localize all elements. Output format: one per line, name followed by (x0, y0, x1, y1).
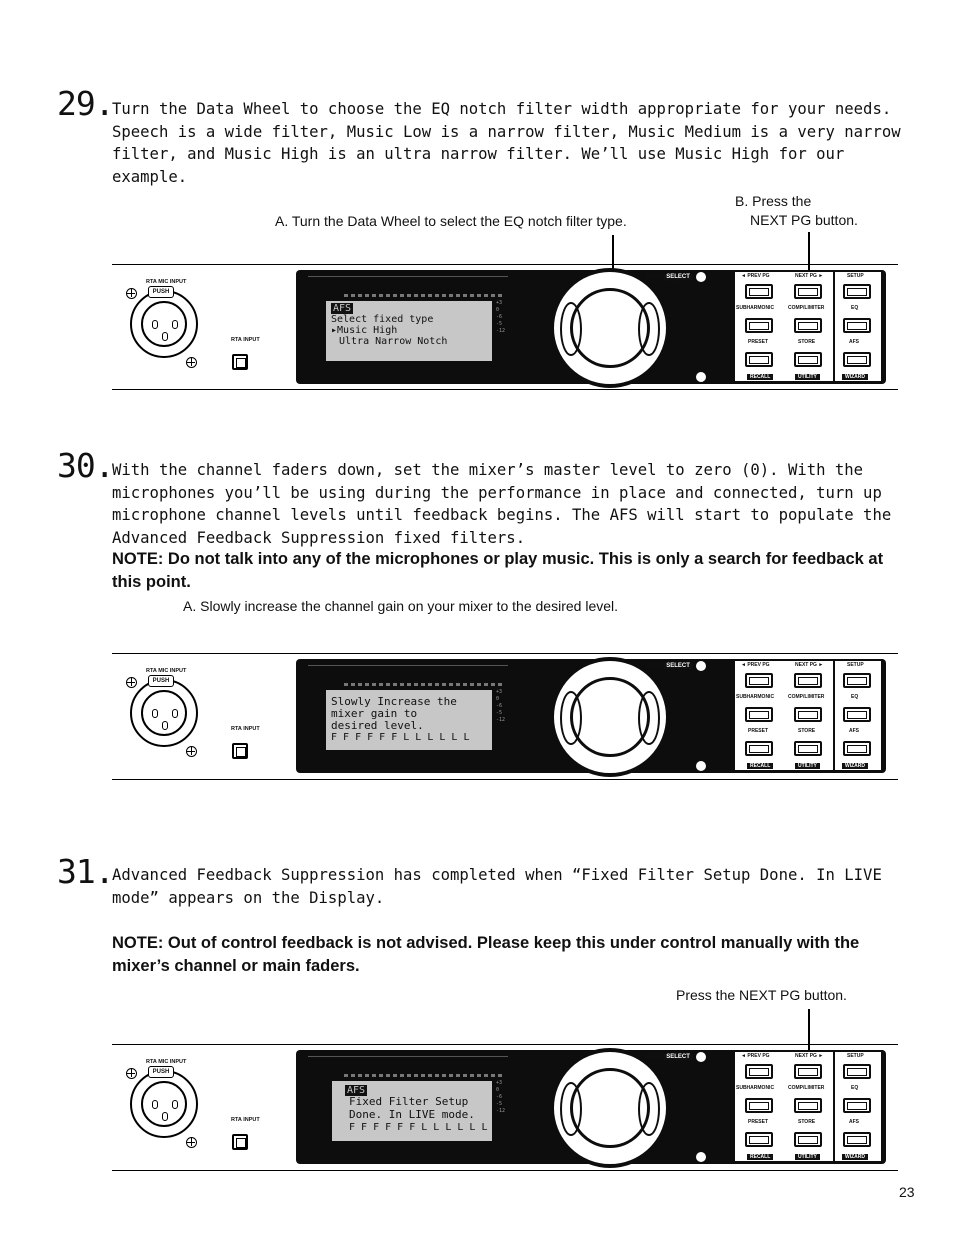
callout-29-b-line2: NEXT PG button. (750, 212, 858, 228)
store-label: STORE (798, 339, 816, 345)
setup-label: SETUP (847, 662, 864, 668)
afs-button[interactable] (843, 1132, 871, 1147)
data-wheel[interactable] (550, 1048, 670, 1168)
lcd-line: Ultra Narrow Notch (339, 336, 448, 347)
lcd-display (326, 301, 492, 361)
device-front-panel-29 (112, 265, 898, 389)
rta-input-label: RTA INPUT (231, 337, 260, 343)
data-wheel[interactable] (550, 268, 670, 388)
subharmonic-label: SUBHARMONIC (736, 1085, 775, 1091)
callout-29-a: A. Turn the Data Wheel to select the EQ notch filter type. (275, 213, 627, 229)
preset-label: PRESET (748, 728, 769, 734)
prev-pg-label: ◄ PREV PG (741, 662, 770, 668)
store-label: STORE (798, 1119, 816, 1125)
lcd-line: desired level. (331, 719, 424, 732)
knob[interactable] (694, 759, 708, 773)
subharmonic-label: SUBHARMONIC (736, 305, 775, 311)
divider (308, 1056, 508, 1057)
cursor-arrow-icon: ▸ (331, 325, 338, 336)
rta-mic-input-label: RTA MIC INPUT (146, 668, 187, 674)
subharmonic-button[interactable] (745, 318, 773, 333)
prev-pg-button[interactable] (745, 284, 773, 299)
button-panel (733, 659, 883, 772)
setup-label: SETUP (847, 1053, 864, 1059)
divider (112, 389, 898, 390)
recall-label: RECALL (747, 1154, 773, 1160)
prev-pg-button[interactable] (745, 1064, 773, 1079)
next-pg-label: NEXT PG ► (795, 1053, 824, 1059)
setup-label: SETUP (847, 273, 864, 279)
preset-button[interactable] (745, 352, 773, 367)
level-meter (344, 683, 504, 686)
recall-label: RECALL (747, 374, 773, 380)
utility-label: UTILITY (795, 763, 820, 769)
lcd-line: Music High (337, 325, 398, 336)
afs-label: AFS (849, 1119, 859, 1125)
store-label: STORE (798, 728, 816, 734)
preset-button[interactable] (745, 741, 773, 756)
screw-icon (186, 357, 197, 368)
subharmonic-button[interactable] (745, 1098, 773, 1113)
level-meter (344, 1074, 504, 1077)
wizard-label: WIZARD (842, 374, 868, 380)
step-number-31: 31. (57, 852, 114, 891)
device-front-panel-31 (112, 1045, 898, 1169)
lcd-title: AFS (347, 1085, 366, 1096)
complimiter-label: COMP/LIMITER (788, 694, 825, 700)
subharmonic-label: SUBHARMONIC (736, 694, 775, 700)
divider (308, 276, 508, 277)
device-front-panel-30 (112, 654, 898, 778)
knob[interactable] (694, 1150, 708, 1164)
store-button[interactable] (794, 1132, 822, 1147)
eq-label: EQ (851, 694, 859, 700)
prev-pg-label: ◄ PREV PG (741, 273, 770, 279)
step-30-note: NOTE: Do not talk into any of the microphones or play music. This is only a search for feedback at this point. (112, 550, 884, 591)
level-meter (344, 294, 504, 297)
rta-mic-input-label: RTA MIC INPUT (146, 279, 187, 285)
data-wheel[interactable] (550, 657, 670, 777)
eq-button[interactable] (843, 1098, 871, 1113)
page-number: 23 (899, 1184, 915, 1200)
prev-pg-label: ◄ PREV PG (741, 1053, 770, 1059)
lcd-line: Done. In LIVE mode. (349, 1108, 475, 1121)
complimiter-button[interactable] (794, 318, 822, 333)
button-panel (733, 1050, 883, 1163)
complimiter-label: COMP/LIMITER (788, 305, 825, 311)
knob[interactable] (694, 659, 708, 673)
screw-icon (126, 677, 137, 688)
preset-button[interactable] (745, 1132, 773, 1147)
next-pg-label: NEXT PG ► (795, 662, 824, 668)
subharmonic-button[interactable] (745, 707, 773, 722)
data-select-label: DATA SELECT (PUSH) (647, 274, 690, 286)
next-pg-label: NEXT PG ► (795, 273, 824, 279)
lcd-line: F F F F F F L L L L L L (331, 732, 470, 743)
rta-input-button[interactable] (232, 743, 248, 759)
push-tab[interactable]: PUSH (148, 675, 174, 687)
step-31-note: NOTE: Out of control feedback is not advised. Please keep this under control manually with the mixer’s channel or main faders. (112, 934, 860, 975)
knob[interactable] (694, 370, 708, 384)
next-pg-button[interactable] (794, 1064, 822, 1079)
step-number-29: 29. (57, 84, 114, 123)
preset-label: PRESET (748, 1119, 769, 1125)
xlr-input-jack[interactable] (130, 1070, 198, 1138)
rta-mic-input-label: RTA MIC INPUT (146, 1059, 187, 1065)
afs-button[interactable] (843, 352, 871, 367)
callout-29-b-line1: B. Press the (735, 193, 812, 209)
meter-scale: +3 0 -6 -5 -12 (496, 1080, 506, 1114)
eq-button[interactable] (843, 707, 871, 722)
divider (308, 665, 508, 666)
setup-button[interactable] (843, 1064, 871, 1079)
complimiter-button[interactable] (794, 707, 822, 722)
eq-button[interactable] (843, 318, 871, 333)
complimiter-label: COMP/LIMITER (788, 1085, 825, 1091)
lcd-display (332, 1081, 492, 1141)
store-button[interactable] (794, 352, 822, 367)
prev-pg-button[interactable] (745, 673, 773, 688)
push-tab[interactable]: PUSH (148, 286, 174, 298)
callout-31: Press the NEXT PG button. (676, 987, 847, 1003)
eq-label: EQ (851, 305, 859, 311)
afs-label: AFS (849, 728, 859, 734)
xlr-input-jack[interactable] (130, 679, 198, 747)
step-30-text: With the channel faders down, set the mixer’s master level to zero (0). With the microphones you’ll be using during the performance in place and connected, turn up microphone channel levels until feedback begins. The AFS will start to populate the Advanced Feedback Suppression fixed filters. (112, 461, 892, 547)
wizard-label: WIZARD (842, 1154, 868, 1160)
lcd-line: Slowly Increase the (331, 695, 457, 708)
afs-label: AFS (849, 339, 859, 345)
rta-input-button[interactable] (232, 1134, 248, 1150)
setup-button[interactable] (843, 673, 871, 688)
afs-button[interactable] (843, 741, 871, 756)
data-select-label: DATA SELECT (PUSH) (647, 663, 690, 675)
knob[interactable] (694, 1050, 708, 1064)
step-31-text: Advanced Feedback Suppression has completed when “Fixed Filter Setup Done. In LIVE mode” appears on the Display. (112, 866, 882, 907)
screw-icon (186, 746, 197, 757)
lcd-display (326, 690, 492, 750)
divider (112, 1170, 898, 1171)
rta-input-button[interactable] (232, 354, 248, 370)
next-pg-button[interactable] (794, 673, 822, 688)
lcd-line: Select fixed type (331, 314, 434, 325)
wizard-label: WIZARD (842, 763, 868, 769)
meter-scale: +3 0 -6 -5 -12 (496, 300, 506, 334)
screw-icon (186, 1137, 197, 1148)
lcd-line: Fixed Filter Setup (349, 1095, 469, 1108)
knob[interactable] (694, 270, 708, 284)
button-panel (733, 270, 883, 383)
data-select-label: DATA SELECT (PUSH) (647, 1054, 690, 1066)
store-button[interactable] (794, 741, 822, 756)
lcd-line: mixer gain to (331, 707, 418, 720)
rta-input-label: RTA INPUT (231, 1117, 260, 1123)
utility-label: UTILITY (795, 1154, 820, 1160)
xlr-input-jack[interactable] (130, 290, 198, 358)
eq-label: EQ (851, 1085, 859, 1091)
step-29-text: Turn the Data Wheel to choose the EQ notch filter width appropriate for your needs. Speech is a wide filter, Music Low is a narrow filter, Music Medium is a very narrow filter, and Music High is an ultra narrow filter. We’ll use Music High for our example. (112, 100, 901, 186)
rta-input-label: RTA INPUT (231, 726, 260, 732)
divider (112, 779, 898, 780)
utility-label: UTILITY (795, 374, 820, 380)
screw-icon (126, 1068, 137, 1079)
next-pg-button[interactable] (794, 284, 822, 299)
lcd-line: F F F F F F L L L L L L (349, 1122, 488, 1133)
push-tab[interactable]: PUSH (148, 1066, 174, 1078)
setup-button[interactable] (843, 284, 871, 299)
lcd-title: AFS (333, 303, 352, 314)
screw-icon (126, 288, 137, 299)
complimiter-button[interactable] (794, 1098, 822, 1113)
step-number-30: 30. (57, 446, 114, 485)
recall-label: RECALL (747, 763, 773, 769)
preset-label: PRESET (748, 339, 769, 345)
callout-30-a: A. Slowly increase the channel gain on your mixer to the desired level. (183, 598, 619, 614)
meter-scale: +3 0 -6 -5 -12 (496, 689, 506, 723)
